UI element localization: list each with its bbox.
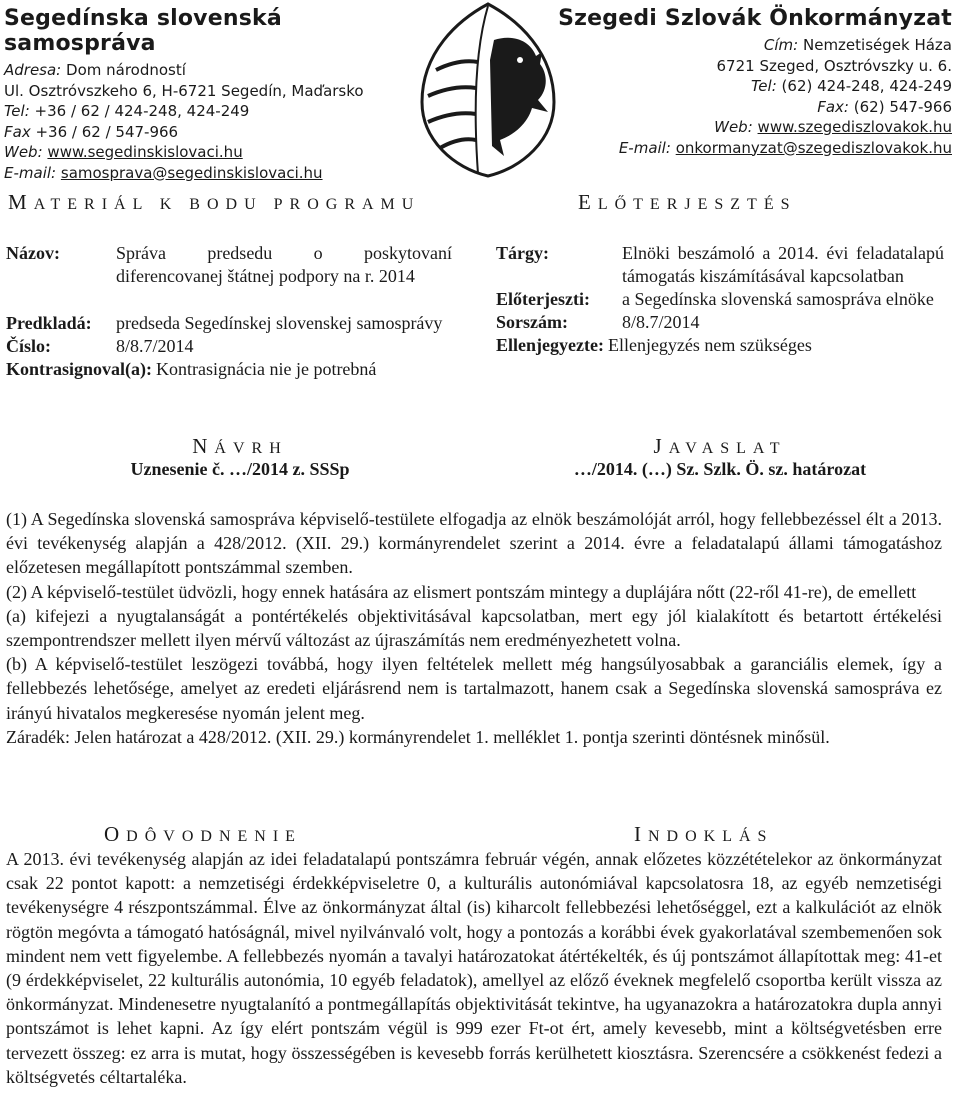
odovodnenie-rest: DÔVODNENIE	[126, 828, 302, 845]
fax-value-hu: (62) 547-966	[853, 97, 952, 116]
address-value-hu: Nemzetiségek Háza	[803, 36, 952, 54]
tel-line-hu	[552, 76, 952, 97]
meta-row-sorszam	[496, 311, 944, 334]
meta-row-cislo	[6, 335, 452, 358]
resolution-paragraph-a: (a) kifejezi a nyugtalanságát a pontértékelés objektivitásával kapcsolatban, mert egy jól kialakított és betartott értékelési szempontrendszer mellett ilyen mérvű változást az újraszámítás nem eredményezhetett volna.	[6, 605, 942, 651]
sorszam-value: 8/8.7/2014	[622, 312, 700, 332]
javaslat-initial: J	[653, 434, 669, 458]
email-label-hu: E-mail:	[618, 138, 671, 157]
nazov-value: Správa predsedu o poskytovaní diferencovanej štátnej podpory na r. 2014	[116, 243, 452, 286]
targy-label: Tárgy:	[496, 243, 549, 263]
web-label-hu: Web:	[714, 118, 753, 136]
tel-value: +36 / 62 / 424-248, 424-249	[34, 102, 250, 120]
address-line	[4, 60, 404, 81]
tel-label: Tel:	[4, 102, 30, 120]
tel-line	[4, 101, 404, 122]
eloterjesztes-rest: LŐTERJESZTÉS	[597, 196, 797, 213]
org-title-hu: Szegedi Szlovák Önkormányzat	[558, 6, 952, 31]
reasoning-paragraph: A 2013. évi tevékenység alapján az idei feladatalapú pontszámra február végén, annak előzetes közzétételekor az önkormányzat csak 22 pontot kapott: a nemzetiségi érdekképviseletre 0, a kulturális autonómiával kapcsolatosra 18, az egyéb nemzetiségi tevékenységre 4 részpontszámmal. Élve az önkormányzat által (is) kiharcolt fellebbezési lehetőséggel, ezt a kalkulációt az elnök rögtön megóvta a támogató hatóságnál, mivel nyilvánvaló volt, hogy a pontozás a korábbi évek gyakorlatával szembemenően sok mindent nem vett figyelembe. A fellebbezés nyomán a tavalyi határozatokat átértékelték, és új pontszámot állapítottak meg: 41-et (9 érdekképviselet, 22 kulturális autonómia, 10 egyéb feladatok), amellyel az előző éveknek megfelelő csoportba került vissza az önkormányzat. Mindenesetre nyugtalanító a pontmegállapítás objektivitását tekintve, ha ugyanazokra a határozatokra dupla annyi pontszámot is lehet kapni. Az így elért pontszám végül is 999 ezer Ft-ot ért, amely kevesebb, mint a költségvetésben erre tervezett összeg: ez arra is mutat, hogy összességében is kevesebb forrás kerülhetett kiosztásra. Szerencsére a csökkenést fedezi a költségvetés céltartaléka.	[6, 849, 942, 1087]
meta-sk	[6, 242, 452, 381]
web-label: Web:	[4, 143, 43, 161]
indoklas-rest: NDOKLÁS	[648, 828, 774, 845]
web-line-hu	[552, 117, 952, 138]
kontra-label: Kontrasignoval(a):	[6, 359, 152, 379]
resolution-paragraph-b: (b) A képviselő-testület leszögezi továbbá, hogy ilyen feltételek mellett még hangsúlyosabbak a garanciális elemek, így a fellebbezés lehetősége, amelyet az eredeti eljárásrend nem is tartalmazott, hanem csak a Segedínska slovenská samospráva ez irányú hivatalos megkeresése nyomán jelent meg.	[6, 654, 942, 723]
fax-label: Fax	[4, 122, 31, 141]
indoklas-initial: I	[634, 822, 648, 846]
email-label: E-mail:	[4, 163, 57, 182]
resolution-zaradek: Záradék: Jelen határozat a 428/2012. (XII. 29.) kormányrendelet 1. melléklet 1. pontja szerinti döntésnek minősül.	[6, 726, 830, 747]
javaslat-block	[500, 434, 940, 480]
uznesenie-number: Uznesenie č. …/2014 z. SSSp	[130, 459, 350, 479]
tel-label-hu: Tel:	[751, 77, 777, 95]
resolution-paragraph-2: (2) A képviselő-testület üdvözli, hogy ennek hatására az elismert pontszám mintegy a duplájára nőtt (22-ről 41-re), de emellett	[6, 581, 917, 602]
navrh-heading	[30, 434, 450, 459]
nazov-label: Názov:	[6, 243, 60, 263]
section-odovodnenie	[104, 822, 302, 847]
material-rest: ATERIÁL K BODU PROGRAMU	[33, 196, 421, 213]
web-line	[4, 142, 404, 163]
fax-value: +36 / 62 / 547-966	[35, 122, 179, 141]
email-link[interactable]: samosprava@segedinskislovaci.hu	[60, 163, 323, 182]
org-title-sk: Segedínska slovenská samospráva	[4, 6, 282, 56]
resolution-paragraph-1: (1) A Segedínska slovenská samospráva képviselő-testülete elfogadja az elnök beszámolóját arról, hogy fellebbezéssel élt a 2013. évi tevékenység alapján a 428/2012. (XII. 29.) kormányrendelet szerint a 2014. évre a feladatalapú állami támogatáshoz előzetesen megállapított pontszámmal szemben.	[6, 509, 942, 578]
reasoning-text	[6, 847, 942, 1089]
address-label-hu: Cím:	[763, 36, 799, 54]
street-line-hu: 6721 Szeged, Osztróvszky u. 6.	[716, 56, 952, 75]
navrh-block	[30, 434, 450, 480]
meta-row-nazov	[6, 242, 452, 288]
address-line-hu	[552, 35, 952, 56]
fax-label-hu: Fax:	[817, 97, 849, 116]
navrh-rest: ÁVRH	[214, 440, 288, 457]
cislo-value: 8/8.7/2014	[116, 336, 194, 356]
targy-value: Elnöki beszámoló a 2014. évi feladatalapú támogatás kiszámításával kapcsolatban	[622, 243, 944, 286]
meta-row-ellen	[496, 334, 944, 357]
eloterjeszti-value: a Segedínska slovenská samospráva elnöke	[622, 289, 934, 309]
section-eloterjesztes	[578, 190, 797, 215]
web-link[interactable]: www.segedinskislovaci.hu	[47, 143, 243, 161]
odovodnenie-initial: O	[104, 822, 127, 846]
meta-row-kontra	[6, 358, 452, 381]
linden-leaf-emblem-icon	[408, 0, 568, 180]
address-value: Dom národností	[66, 61, 186, 79]
meta-hu	[496, 242, 944, 357]
kontra-value: Kontrasignácia nie je potrebná	[156, 359, 377, 379]
section-indoklas	[634, 822, 773, 847]
sorszam-label: Sorszám:	[496, 312, 568, 332]
javaslat-heading	[500, 434, 940, 459]
fax-line	[4, 122, 404, 143]
web-link-hu[interactable]: www.szegediszlovakok.hu	[757, 118, 952, 136]
meta-row-eloterjeszti	[496, 288, 944, 311]
fax-line-hu	[552, 97, 952, 118]
letterhead-left	[4, 6, 404, 183]
hatarozat-number: …/2014. (…) Sz. Szlk. Ö. sz. határozat	[573, 459, 867, 479]
eloterjesztes-initial: E	[578, 190, 598, 214]
cislo-label: Číslo:	[6, 336, 51, 356]
section-material	[8, 190, 420, 215]
email-link-hu[interactable]: onkormanyzat@szegediszlovakok.hu	[675, 138, 952, 157]
eloterjeszti-label: Előterjeszti:	[496, 289, 590, 309]
street-line: Ul. Osztróvszkeho 6, H-6721 Segedín, Maďarsko	[4, 81, 364, 100]
letterhead-right	[552, 6, 952, 158]
tel-value-hu: (62) 424-248, 424-249	[781, 77, 952, 95]
email-line	[4, 163, 404, 184]
ellen-label: Ellenjegyezte:	[496, 335, 604, 355]
predklada-label: Predkladá:	[6, 313, 92, 333]
meta-row-targy	[496, 242, 944, 288]
email-line-hu	[552, 138, 952, 159]
predklada-value: predseda Segedínskej slovenskej samosprávy	[116, 313, 443, 333]
navrh-initial: N	[192, 434, 215, 458]
resolution-text	[6, 507, 942, 749]
material-initial: M	[8, 190, 34, 214]
javaslat-rest: AVASLAT	[668, 440, 787, 457]
address-label: Adresa:	[4, 61, 62, 79]
ellen-value: Ellenjegyzés nem szükséges	[607, 335, 812, 355]
meta-row-predklada	[6, 312, 452, 335]
